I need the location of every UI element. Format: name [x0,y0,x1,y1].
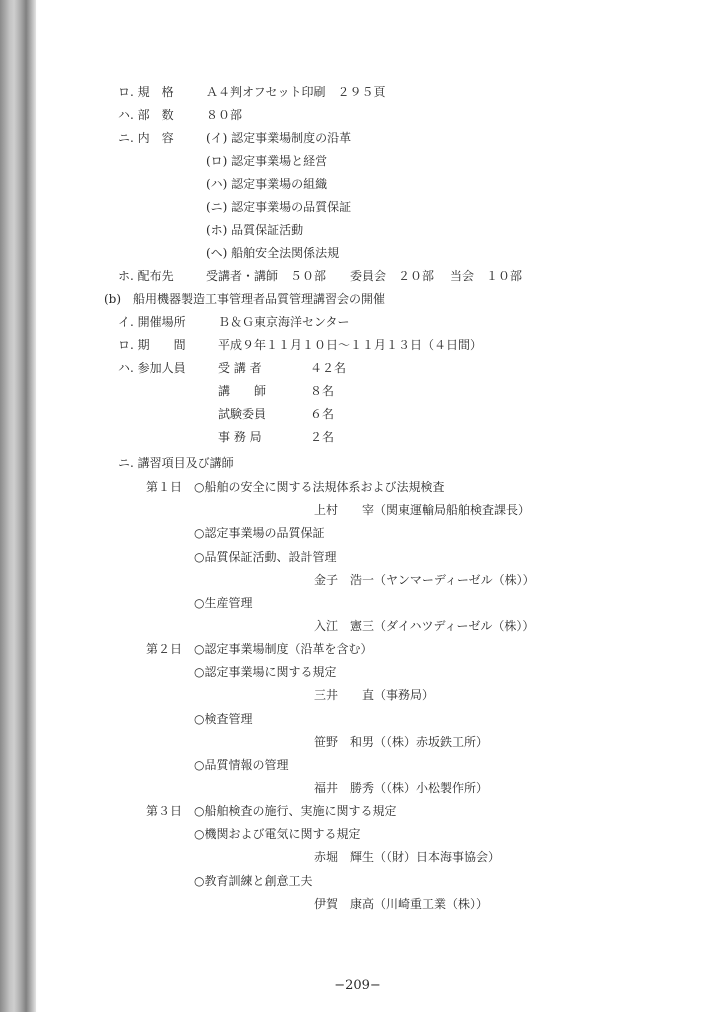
contents-item: (ハ) 認定事業場の組織 [206,177,328,191]
contents-item: (イ) 認定事業場制度の沿革 [206,131,352,145]
participant-count: ８名 [310,384,335,398]
spec-label: ロ. 規 格 [118,85,174,99]
participants-label: ハ. 参加人員 [118,361,186,375]
lecture-speaker: 三井 直（事務局） [314,688,435,702]
distribution-part: 委員会 ２０部 [350,269,435,283]
page-number: −209− [334,978,381,993]
lecture-speaker: 笹野 和男（（株）赤坂鉄工所） [314,735,489,749]
lecture-topic: ○認定事業場の品質保証 [194,526,325,540]
period-label: ロ. 期 間 [118,338,186,352]
distribution-label: ホ. 配布先 [118,269,174,283]
period-value: 平成９年１１月１０日〜１１月１３日（４日間） [218,338,483,352]
participant-count: ６名 [310,407,335,421]
participant-role: 試験委員 [218,407,267,421]
spec-value: Ａ４判オフセット印刷 ２９５頁 [206,85,386,99]
day-label: 第１日 [146,480,183,494]
lecture-speaker: 伊賀 康高（川崎重工業（株）） [314,897,489,911]
day-label: 第３日 [146,804,183,818]
lecture-topic: ○船舶検査の施行、実施に関する規定 [194,804,397,818]
lecture-topic: ○生産管理 [194,596,253,610]
lecture-speaker: 金子 浩一（ヤンマーディーゼル（株）） [314,573,535,587]
copies-value: ８０部 [206,108,243,122]
contents-item: (ホ) 品質保証活動 [206,223,304,237]
lecture-speaker: 上村 宰（関東運輸局船舶検査課長） [314,503,531,517]
lecture-speaker: 入江 憲三（ダイハツディーゼル（株）） [314,619,535,633]
contents-item: (ロ) 認定事業場と経営 [206,154,328,168]
binding-shadow [14,0,36,1012]
contents-label: ニ. 内 容 [118,131,174,145]
distribution-part: 当会 １０部 [450,269,523,283]
lecture-speaker: 赤堀 輝生（（財）日本海事協会） [314,850,501,864]
participant-role: 受 講 者 [218,361,262,375]
contents-item: (ヘ) 船舶安全法関係法規 [206,246,340,260]
lecture-topic: ○品質保証活動、設計管理 [194,550,337,564]
participant-role: 事 務 局 [218,430,262,444]
contents-item: (ニ) 認定事業場の品質保証 [206,200,352,214]
copies-label: ハ. 部 数 [118,108,174,122]
day-label: 第２日 [146,642,183,656]
lectures-label: ニ. 講習項目及び講師 [118,456,234,470]
lecture-topic: ○船舶の安全に関する法規体系および法規検査 [194,480,445,494]
lecture-topic: ○検査管理 [194,712,253,726]
participant-role: 講 師 [218,384,267,398]
lecture-topic: ○機関および電気に関する規定 [194,827,361,841]
lecture-speaker: 福井 勝秀（（株）小松製作所） [314,781,489,795]
participant-count: ４２名 [310,361,347,375]
venue-label: イ. 開催場所 [118,315,186,329]
lecture-topic: ○品質情報の管理 [194,758,289,772]
lecture-topic: ○認定事業場制度（沿革を含む） [194,642,373,656]
venue-value: Ｂ＆Ｇ東京海洋センター [218,315,350,329]
section-b-title: (b) 船用機器製造工事管理者品質管理講習会の開催 [104,292,386,306]
distribution-part: 受講者・講師 ５０部 [206,269,327,283]
lecture-topic: ○教育訓練と創意工夫 [194,874,313,888]
participant-count: ２名 [310,430,335,444]
lecture-topic: ○認定事業場に関する規定 [194,665,337,679]
